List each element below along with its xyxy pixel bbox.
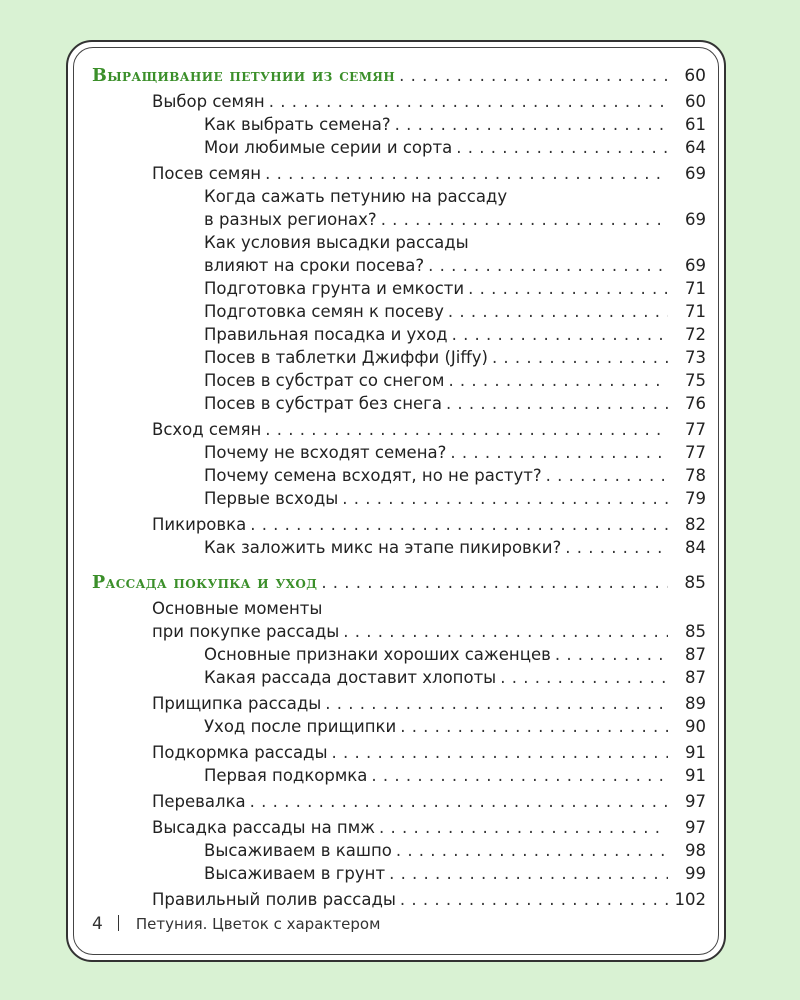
table-of-contents — [92, 62, 706, 911]
entry-title-line1: Когда сажать петунию на рассаду — [204, 187, 508, 206]
entry-title-line1: Основные моменты — [152, 599, 323, 618]
page-number: 76 — [685, 394, 706, 413]
page-number: 71 — [685, 302, 706, 321]
toc-entry[interactable] — [92, 692, 706, 715]
section-title: Рассада покупка и уход — [92, 573, 321, 593]
page-number: 77 — [685, 420, 706, 439]
entry-title: при покупке рассады — [152, 622, 343, 641]
page-number: 98 — [685, 841, 706, 860]
footer-book-title: Петуния. Цветок с характером — [135, 915, 381, 933]
page-number: 97 — [685, 818, 706, 837]
page-number: 85 — [682, 569, 706, 597]
page-number: 72 — [685, 325, 706, 344]
page-number: 90 — [685, 717, 706, 736]
entry-title: Почему не всходят семена? — [204, 443, 450, 462]
page-number: 64 — [685, 138, 706, 157]
toc-entry[interactable] — [92, 888, 706, 911]
toc-entry[interactable] — [92, 254, 706, 277]
toc-entry[interactable] — [92, 643, 706, 666]
entry-title: Подготовка семян к посеву — [204, 302, 448, 321]
entry-title: Основные признаки хороших саженцев — [204, 645, 555, 664]
entry-title-line1: Как условия высадки рассады — [204, 233, 469, 252]
toc-entry[interactable] — [92, 487, 706, 510]
page-number: 61 — [685, 115, 706, 134]
page-number: 84 — [685, 538, 706, 557]
toc-section-2[interactable] — [92, 569, 706, 597]
toc-entry[interactable] — [92, 418, 706, 441]
toc-entry[interactable] — [92, 816, 706, 839]
entry-title: Высаживаем в грунт — [204, 864, 389, 883]
toc-entry[interactable] — [92, 162, 706, 185]
footer-page-number: 4 — [92, 914, 103, 934]
toc-entry[interactable] — [92, 666, 706, 689]
page-number: 71 — [685, 279, 706, 298]
entry-title: Посев в субстрат без снега — [204, 394, 446, 413]
toc-entry-line — [92, 597, 706, 620]
entry-title: Посев в таблетки Джиффи (Jiffy) — [204, 348, 492, 367]
toc-entry[interactable] — [92, 300, 706, 323]
page-number: 82 — [685, 515, 706, 534]
entry-title: Всход семян — [152, 420, 265, 439]
page-number: 91 — [685, 766, 706, 785]
entry-title: в разных регионах? — [204, 210, 381, 229]
toc-entry[interactable] — [92, 536, 706, 559]
toc-entry[interactable] — [92, 441, 706, 464]
page-number: 89 — [685, 694, 706, 713]
toc-entry[interactable] — [92, 113, 706, 136]
toc-entry[interactable] — [92, 790, 706, 813]
entry-title: Подкормка рассады — [152, 743, 332, 762]
entry-title: Как выбрать семена? — [204, 115, 395, 134]
page-number: 85 — [685, 622, 706, 641]
page-number: 102 — [674, 890, 706, 909]
toc-entry[interactable] — [92, 392, 706, 415]
page-number: 69 — [685, 256, 706, 275]
entry-title: Посев семян — [152, 164, 265, 183]
page-number: 73 — [685, 348, 706, 367]
page-number: 78 — [685, 466, 706, 485]
page-number: 87 — [685, 668, 706, 687]
page-number: 99 — [685, 864, 706, 883]
entry-title: Уход после прищипки — [204, 717, 400, 736]
entry-title: Как заложить микс на этапе пикировки? — [204, 538, 565, 557]
toc-entry[interactable] — [92, 764, 706, 787]
page-number: 79 — [685, 489, 706, 508]
page-number: 60 — [682, 62, 706, 90]
toc-entry-line — [92, 185, 706, 208]
toc-entry[interactable] — [92, 862, 706, 885]
toc-entry[interactable] — [92, 369, 706, 392]
entry-title: Первая подкормка — [204, 766, 371, 785]
toc-section-1[interactable] — [92, 62, 706, 90]
footer-divider — [118, 915, 120, 931]
toc-entry[interactable] — [92, 277, 706, 300]
toc-entry[interactable] — [92, 620, 706, 643]
entry-title: Высаживаем в кашпо — [204, 841, 396, 860]
page-number: 69 — [685, 164, 706, 183]
toc-entry[interactable] — [92, 464, 706, 487]
toc-entry[interactable] — [92, 839, 706, 862]
toc-entry[interactable] — [92, 346, 706, 369]
page-number: 75 — [685, 371, 706, 390]
entry-title: Почему семена всходят, но не растут? — [204, 466, 546, 485]
entry-title: Выбор семян — [152, 92, 269, 111]
page-number: 69 — [685, 210, 706, 229]
section-title: Выращивание петунии из семян — [92, 66, 399, 86]
page-number: 91 — [685, 743, 706, 762]
entry-title: Какая рассада доставит хлопоты — [204, 668, 500, 687]
toc-entry[interactable] — [92, 513, 706, 536]
entry-title: Мои любимые серии и сорта — [204, 138, 456, 157]
page-number: 97 — [685, 792, 706, 811]
entry-title: Посев в субстрат со снегом — [204, 371, 448, 390]
toc-entry[interactable] — [92, 715, 706, 738]
toc-entry-line — [92, 231, 706, 254]
entry-title: Пикировка — [152, 515, 250, 534]
page-number: 77 — [685, 443, 706, 462]
toc-entry[interactable] — [92, 323, 706, 346]
page-number: 60 — [685, 92, 706, 111]
entry-title: Высадка рассады на пмж — [152, 818, 379, 837]
entry-title: Правильная посадка и уход — [204, 325, 452, 344]
entry-title: влияют на сроки посева? — [204, 256, 428, 275]
entry-title: Подготовка грунта и емкости — [204, 279, 468, 298]
page-number: 87 — [685, 645, 706, 664]
entry-title: Правильный полив рассады — [152, 890, 400, 909]
entry-title: Прищипка рассады — [152, 694, 325, 713]
toc-entry[interactable] — [92, 208, 706, 231]
page-footer — [92, 914, 380, 934]
entry-title: Первые всходы — [204, 489, 342, 508]
toc-entry[interactable] — [92, 741, 706, 764]
toc-entry[interactable] — [92, 90, 706, 113]
entry-title: Перевалка — [152, 792, 250, 811]
toc-entry[interactable] — [92, 136, 706, 159]
